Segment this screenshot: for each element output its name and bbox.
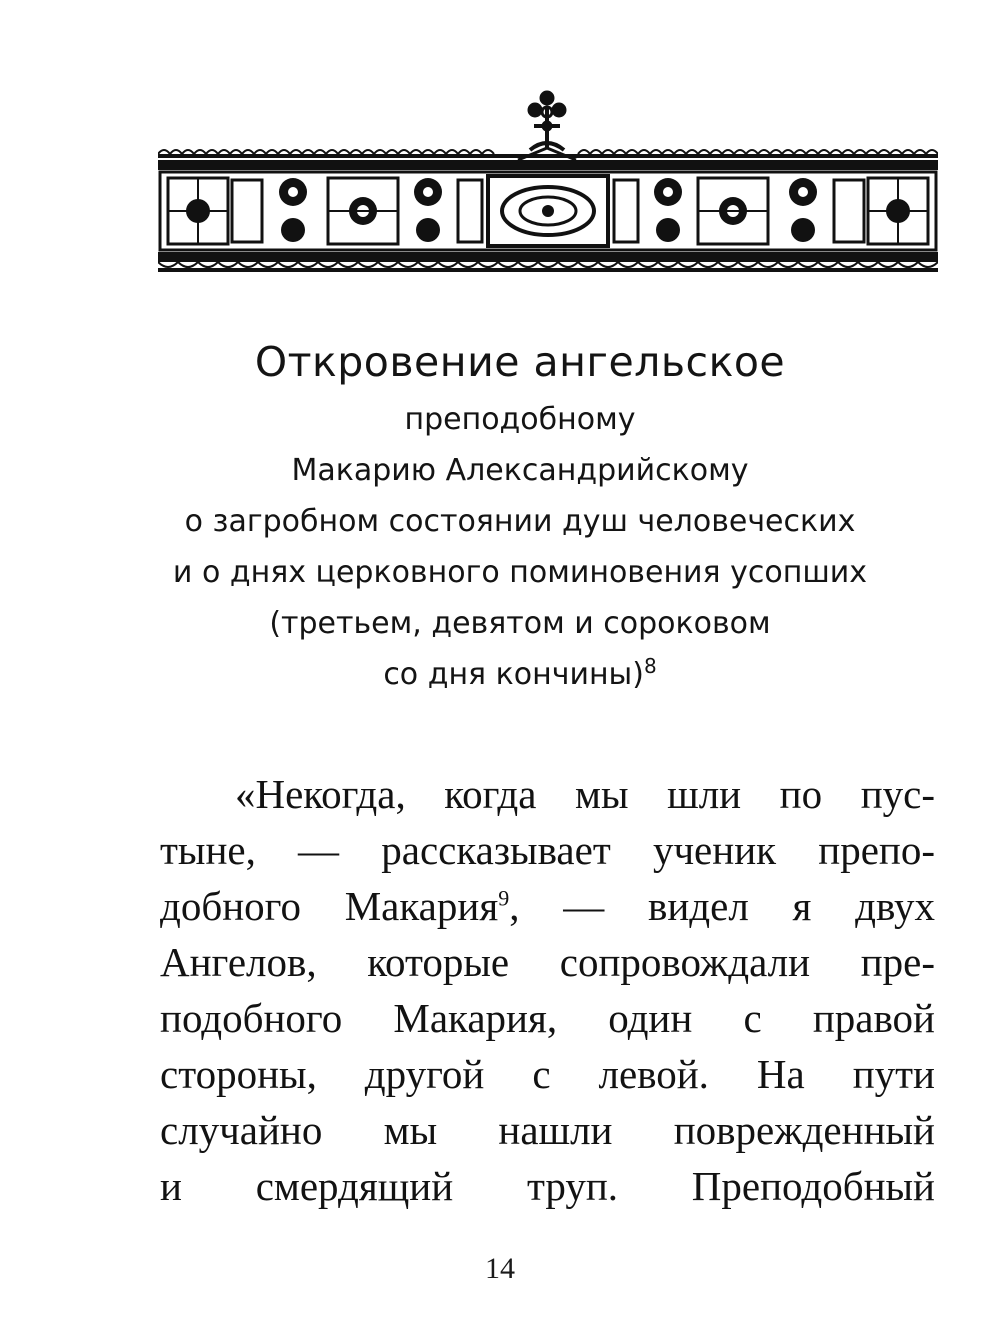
text-line: Ангелов, которые сопровождали пре- bbox=[160, 939, 935, 985]
chapter-subtitle-line: (третьем, девятом и сороковом bbox=[269, 606, 771, 641]
page-number: 14 bbox=[485, 1252, 515, 1285]
text-line: «Некогда, когда мы шли по пус- bbox=[235, 771, 935, 817]
chapter-subtitle-line: о загробном состоянии душ человеческих bbox=[184, 504, 856, 539]
body-paragraph bbox=[160, 766, 935, 1214]
text-line: подобного Макария, один с правой bbox=[160, 995, 935, 1041]
chapter-subtitle-line: преподобному bbox=[404, 402, 636, 437]
chapter-subtitle-line: Макарию Александрийскому bbox=[291, 453, 749, 488]
text-line: случайно мы нашли поврежденный bbox=[160, 1107, 935, 1153]
text-line: тыне, — рассказывает ученик препо- bbox=[160, 827, 935, 873]
chapter-title: Откровение ангельское bbox=[254, 338, 786, 386]
chapter-subtitle-text: со дня кончины) bbox=[383, 657, 644, 692]
chapter-subtitle-line bbox=[120, 649, 920, 700]
text-fragment: добного Макария bbox=[160, 883, 499, 929]
footnote-reference[interactable]: 8 bbox=[643, 654, 657, 678]
text-line bbox=[160, 878, 935, 934]
ornament-frieze-icon bbox=[158, 88, 938, 288]
text-line: стороны, другой с левой. На пути bbox=[160, 1051, 935, 1097]
text-fragment: , — видел я двух bbox=[509, 883, 935, 929]
chapter-heading bbox=[120, 330, 920, 700]
text-line: и смердящий труп. Преподобный bbox=[160, 1163, 935, 1209]
footnote-reference[interactable]: 9 bbox=[498, 885, 510, 911]
chapter-subtitle-line: и о днях церковного поминовения усопших bbox=[172, 555, 868, 590]
